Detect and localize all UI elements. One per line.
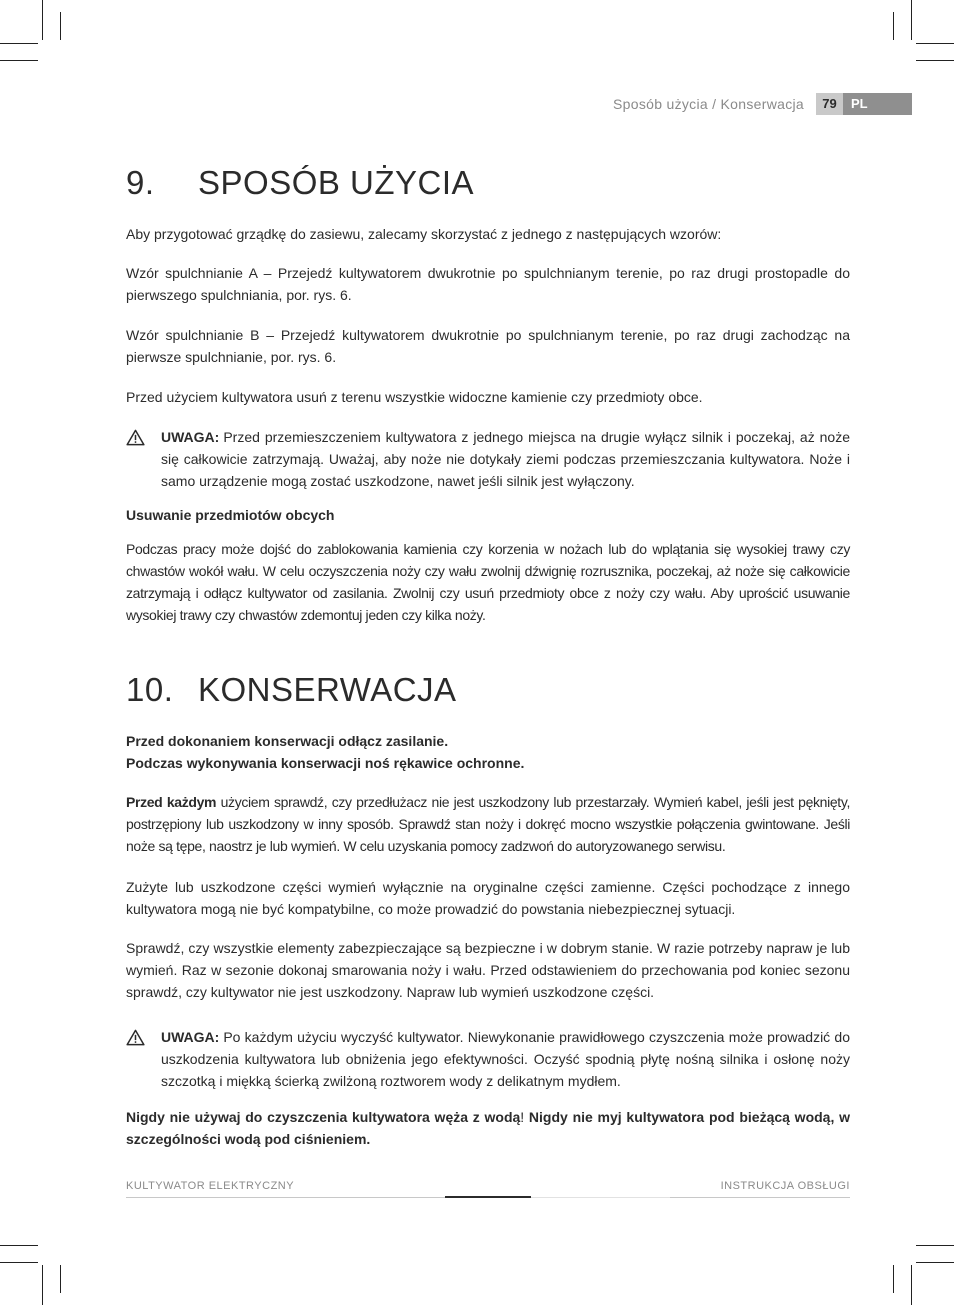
section-10-number: 10. xyxy=(126,671,174,708)
footer-manual: INSTRUKCJA OBSŁUGI xyxy=(720,1180,850,1192)
final-warning-paragraph xyxy=(126,1106,850,1150)
warning-text xyxy=(161,426,850,492)
warning-text xyxy=(161,1026,850,1092)
language-tab: PL xyxy=(843,93,912,115)
section-9-number: 9. xyxy=(126,164,155,201)
pattern-a-paragraph: Wzór spulchnianie A – Przejedź kultywatorem dwukrotnie po spulchnianym terenie, po raz drugi prostopadle do pierwszego spulchniania, por. rys. 6. xyxy=(126,265,850,303)
crop-mark xyxy=(60,12,61,40)
warning-body: Przed przemieszczeniem kultywatora z jednego miejsca na drugie wyłącz silnik i poczekaj, aż noże się całkowicie zatrzymają. Uważaj, aby noże nie dotykały ziemi podczas przemieszczania kultywatora. Noże i samo urządzenie mogą zostać uszkodzone, nawet jeśli silnik jest wyłączony. xyxy=(161,429,850,489)
check-bold-lead: Przed każdym xyxy=(126,794,217,810)
footer-rule xyxy=(126,1197,445,1198)
footer-rule xyxy=(531,1197,670,1198)
crop-mark xyxy=(911,0,912,40)
section-9-heading xyxy=(126,164,474,202)
crop-mark xyxy=(0,1245,38,1246)
safety-paragraph: Sprawdź, czy wszystkie elementy zabezpieczające są bezpieczne i w dobrym stanie. W razie potrzeby napraw je lub wymień. Raz w sezonie dokonaj smarowania noży i wału. Przed odstawieniem do przechowania pod koniec sezonu sprawdź, czy kultywator nie jest uszkodzony. Napraw lub wymień uszkodzone części. xyxy=(126,940,850,1000)
check-text: użyciem sprawdź, czy przedłużacz nie jest uszkodzony lub przestarzały. Wymień kabel, jeśli jest pęknięty, postrzępiony lub uszkodzony w inny sposób. Sprawdź stan noży i dokręć mocno wszystkie połączenia gwintowane. Jeśli noże są tępe, naostrz je lub wymień. W celu uzyskania pomocy zadzwoń do autoryzowanego serwisu. xyxy=(126,794,850,854)
final-exclamation: ! xyxy=(520,1109,525,1125)
crop-mark xyxy=(916,1262,954,1263)
crop-mark xyxy=(0,60,38,61)
crop-mark xyxy=(0,43,38,44)
section-10-title: KONSERWACJA xyxy=(198,671,457,708)
pattern-b-paragraph: Wzór spulchnianie B – Przejedź kultywatorem dwukrotnie po spulchnianym terenie, po raz drugi zachodząc na pierwsze spulchnianie, por. rys. 6. xyxy=(126,327,850,365)
subheading-foreign-objects: Usuwanie przedmiotów obcych xyxy=(126,507,335,523)
warning-triangle-icon xyxy=(126,429,145,446)
crop-mark xyxy=(916,60,954,61)
final-bold-b: Nigdy nie myj kultywatora pod bieżącą wodą, w szczególności wodą pod ciśnieniem. xyxy=(126,1109,850,1147)
crop-mark xyxy=(893,12,894,40)
footer-rule-accent xyxy=(445,1196,531,1198)
warning-body: Po każdym użyciu wyczyść kultywator. Niewykonanie prawidłowego czyszczenia może prowadzić do uszkodzenia kultywatora lub obniżenia jego efektywności. Oczyść spodnią płytę nośną silnika i osłonę noży szczotką i miękką ścierką zwilżoną roztworem wody z delikatnym mydłem. xyxy=(161,1029,850,1089)
crop-mark xyxy=(42,0,43,40)
crop-mark xyxy=(42,1265,43,1305)
footer-product: KULTYWATOR ELEKTRYCZNY xyxy=(126,1180,295,1192)
intro-paragraph: Aby przygotować grządkę do zasiewu, zalecamy skorzystać z jednego z następujących wzorów: xyxy=(126,226,722,242)
footer-rule xyxy=(670,1197,850,1198)
bold-instruction-2: Podczas wykonywania konserwacji noś rękawice ochronne. xyxy=(126,755,525,771)
crop-mark xyxy=(0,1262,38,1263)
warning-label: UWAGA: xyxy=(161,429,220,445)
crop-mark xyxy=(916,1245,954,1246)
crop-mark xyxy=(893,1265,894,1293)
warning-label: UWAGA: xyxy=(161,1029,220,1045)
crop-mark xyxy=(916,43,954,44)
crop-mark xyxy=(60,1265,61,1293)
running-title: Sposób użycia / Konserwacja xyxy=(613,96,804,112)
warning-triangle-icon xyxy=(126,1029,145,1046)
final-bold-a: Nigdy nie używaj do czyszczenia kultywatora węża z wodą xyxy=(126,1109,521,1125)
page-number: 79 xyxy=(816,93,843,115)
section-9-title: SPOSÓB UŻYCIA xyxy=(198,164,475,201)
removal-paragraph: Podczas pracy może dojść do zablokowania kamienia czy korzenia w nożach lub do wplątania się wysokiej trawy czy chwastów wokół wału. W celu oczyszczenia noży czy wału zwolnij dźwignię rozrusznika, poczekaj, aż noże się całkowicie zatrzymają i odłącz kultywator od zasilania. Zwolnij czy usuń przedmioty obce z noży czy wału. Aby uprościć usuwanie wysokiej trawy czy chwastów zdemontuj jeden czy kilka noży. xyxy=(126,541,850,623)
crop-mark xyxy=(911,1265,912,1305)
bold-instruction-1: Przed dokonaniem konserwacji odłącz zasilanie. xyxy=(126,733,449,749)
parts-paragraph: Zużyte lub uszkodzone części wymień wyłącznie na oryginalne części zamienne. Części pochodzące z innego kultywatora mogą nie być kompatybilne, co może prowadzić do powstania niebezpiecznej sytuacji. xyxy=(126,879,850,917)
section-10-heading xyxy=(126,671,457,709)
before-use-paragraph: Przed użyciem kultywatora usuń z terenu wszystkie widoczne kamienie czy przedmioty obce. xyxy=(126,389,703,405)
check-paragraph xyxy=(126,791,850,857)
